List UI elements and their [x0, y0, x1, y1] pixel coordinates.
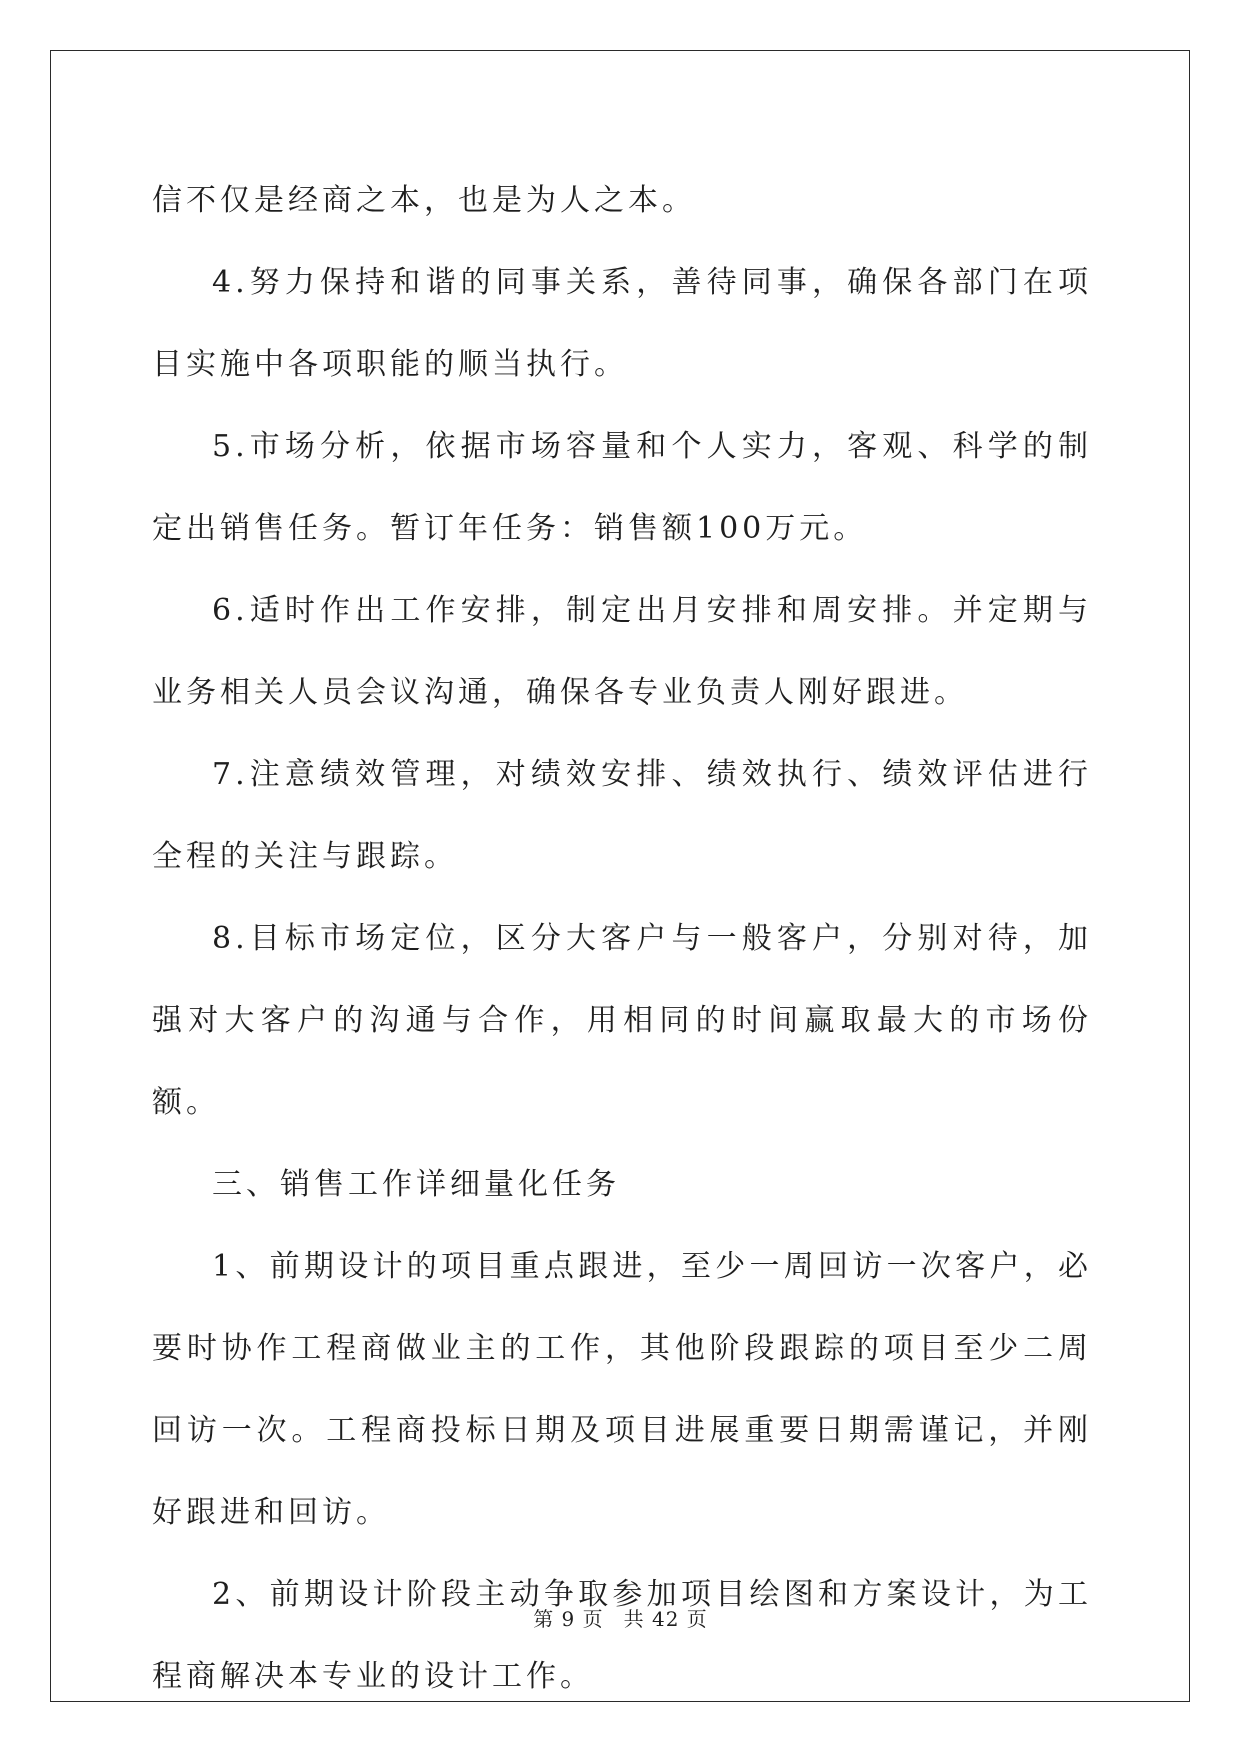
page-footer [0, 1603, 1241, 1632]
paragraph: 信不仅是经商之本，也是为人之本。 [152, 183, 696, 218]
paragraph: 1、前期设计的项目重点跟进，至少一周回访一次客户，必要时协作工程商做业主的工作，其他阶段跟踪的项目至少二周回访一次。工程商投标日期及项目进展重要日期需谨记，并刚好跟进和回访。 [152, 1249, 1092, 1530]
paragraph: 5.市场分析，依据市场容量和个人实力，客观、科学的制定出销售任务。暂订年任务：销售额100万元。 [152, 429, 1092, 546]
paragraph: 4.努力保持和谐的同事关系，善待同事，确保各部门在项目实施中各项职能的顺当执行。 [152, 265, 1092, 382]
paragraph: 2、前期设计阶段主动争取参加项目绘图和方案设计，为工程商解决本专业的设计工作。 [152, 1577, 1092, 1694]
paragraph: 6.适时作出工作安排，制定出月安排和周安排。并定期与业务相关人员会议沟通，确保各专业负责人刚好跟进。 [152, 593, 1092, 710]
page-total: 共 42 页 [623, 1607, 708, 1631]
document-body [152, 160, 1092, 1718]
paragraph: 8.目标市场定位，区分大客户与一般客户，分别对待，加强对大客户的沟通与合作，用相同的时间赢取最大的市场份额。 [152, 921, 1092, 1120]
section-heading: 三、销售工作详细量化任务 [212, 1167, 620, 1202]
paragraph: 7.注意绩效管理，对绩效安排、绩效执行、绩效评估进行全程的关注与跟踪。 [152, 757, 1092, 874]
page-number: 第 9 页 [533, 1607, 604, 1631]
